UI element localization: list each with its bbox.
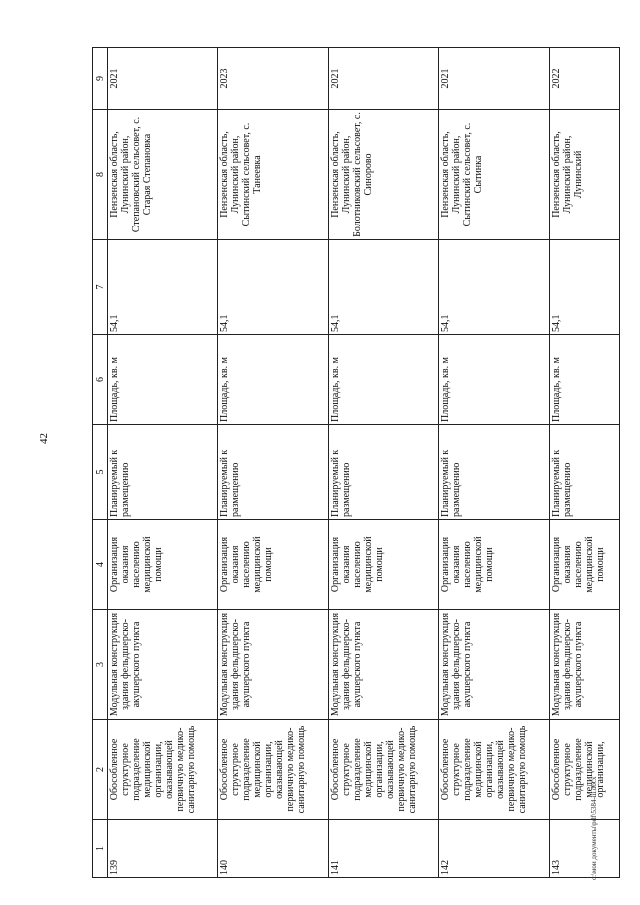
object-status: Планируемый к размещению [108,425,218,520]
row-number: 143 [549,820,619,878]
header-cell: 1 [93,820,108,878]
object-year: 2021 [328,48,438,110]
object-type: Обособленное структурное подразделение медицинской организации, оказывающей первичную медико-санитарную помощь [439,720,549,820]
object-parameter: Площадь, кв. м [549,335,619,425]
file-path-footer: c:\мои документы\pdf\5384-ш.docx [590,776,598,880]
object-status: Планируемый к размещению [218,425,328,520]
objects-table [92,47,620,878]
object-status: Планируемый к размещению [328,425,438,520]
object-purpose: Организация оказания населению медицинской помощи [108,520,218,610]
row-number: 139 [108,820,218,878]
object-purpose: Организация оказания населению медицинской помощи [218,520,328,610]
object-location: Пензенская область, Лунинский район, Сытинский сельсовет, с. Танеевка [218,110,328,240]
object-location: Пензенская область, Лунинский район, Болотниковский сельсовет, с. Синорово [328,110,438,240]
object-name: Модульная конструкция здания фельдшерско-акушерского пункта [439,610,549,720]
object-parameter: Площадь, кв. м [108,335,218,425]
object-value: 54,1 [218,240,328,335]
page-number: 42 [38,433,50,444]
row-number: 140 [218,820,328,878]
object-value: 54,1 [439,240,549,335]
header-cell: 5 [93,425,108,520]
object-purpose: Организация оказания населению медицинской помощи [549,520,619,610]
header-cell: 8 [93,110,108,240]
object-year: 2021 [108,48,218,110]
object-type: Обособленное структурное подразделение медицинской организации, оказывающей первичную медико-санитарную помощь [218,720,328,820]
object-year: 2022 [549,48,619,110]
object-purpose: Организация оказания населению медицинской помощи [439,520,549,610]
object-year: 2021 [439,48,549,110]
table-row [218,48,328,878]
object-name: Модульная конструкция здания фельдшерско-акушерского пункта [328,610,438,720]
header-cell: 6 [93,335,108,425]
table-row [328,48,438,878]
header-cell: 2 [93,720,108,820]
object-status: Планируемый к размещению [549,425,619,520]
object-parameter: Площадь, кв. м [218,335,328,425]
header-row [93,48,108,878]
row-number: 141 [328,820,438,878]
rotated-table-container [92,48,620,878]
table-row [108,48,218,878]
object-location: Пензенская область, Лунинский район, Сытинский сельсовет, с. Сытинка [439,110,549,240]
header-cell: 9 [93,48,108,110]
object-location: Пензенская область, Лунинский район, Степановский сельсовет, с. Старая Степановка [108,110,218,240]
object-name: Модульная конструкция здания фельдшерско-акушерского пункта [108,610,218,720]
object-parameter: Площадь, кв. м [439,335,549,425]
row-number: 142 [439,820,549,878]
object-type: Обособленное структурное подразделение медицинской организации, [549,720,619,820]
object-name: Модульная конструкция здания фельдшерско-акушерского пункта [218,610,328,720]
object-status: Планируемый к размещению [439,425,549,520]
object-year: 2023 [218,48,328,110]
object-value: 54,1 [108,240,218,335]
header-cell: 3 [93,610,108,720]
object-location: Пензенская область, Лунинский район, Лунинский [549,110,619,240]
header-cell: 4 [93,520,108,610]
object-value: 54,1 [549,240,619,335]
object-name: Модульная конструкция здания фельдшерско-акушерского пункта [549,610,619,720]
object-type: Обособленное структурное подразделение медицинской организации, оказывающей первичную медико-санитарную помощь [328,720,438,820]
table-row [549,48,619,878]
object-value: 54,1 [328,240,438,335]
table-row [439,48,549,878]
header-cell: 7 [93,240,108,335]
object-type: Обособленное структурное подразделение медицинской организации, оказывающей первичную медико-санитарную помощь [108,720,218,820]
object-purpose: Организация оказания населению медицинской помощи [328,520,438,610]
object-parameter: Площадь, кв. м [328,335,438,425]
